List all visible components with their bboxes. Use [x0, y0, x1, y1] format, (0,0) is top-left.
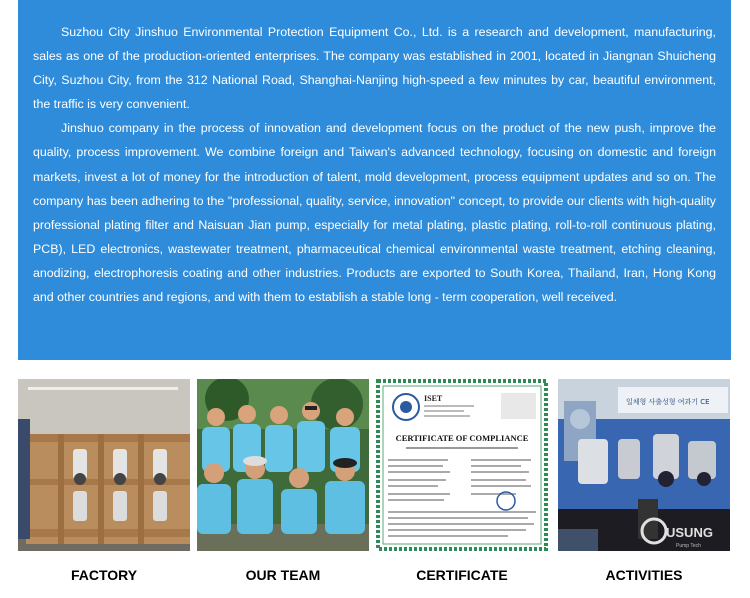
gallery-card-activities[interactable] [558, 379, 730, 583]
activities-brand-text: USUNG [666, 525, 713, 540]
company-intro-panel [18, 0, 731, 360]
activities-banner-text: 일체형 사출성형 여과기 CE [626, 398, 710, 406]
team-caption[interactable]: OUR TEAM [245, 567, 321, 583]
intro-paragraph-1: Suzhou City Jinshuo Environmental Protection Equipment Co., Ltd. is a research and development, manufacturing, sales as one of the production-oriented enterprises. The company was established in 2001, located in Jiangnan Shuicheng City, Suzhou City, from the 312 National Road, Shanghai-Nanjing high-speed a few minutes by car, beautiful environment, the traffic is very convenient. [33, 25, 716, 112]
certificate-caption[interactable]: CERTIFICATE [416, 567, 508, 583]
activities-brand-sub-text: Pump Tech [676, 543, 701, 549]
team-photo[interactable] [197, 379, 369, 551]
factory-caption[interactable]: FACTORY [70, 567, 138, 583]
cert-org-text: ISET [424, 394, 443, 403]
photo-gallery [0, 379, 750, 598]
activities-caption[interactable]: ACTIVITIES [605, 567, 683, 583]
gallery-card-certificate[interactable] [376, 379, 548, 583]
gallery-card-factory[interactable] [18, 379, 190, 583]
gallery-card-team[interactable] [197, 379, 369, 583]
factory-photo[interactable] [18, 379, 190, 551]
intro-paragraph-2: Jinshuo company in the process of innovation and development focus on the product of the new push, improve the quality, process improvement. We combine foreign and Taiwan's advanced technology, focusing on domestic and foreign markets, invest a lot of money for the introduction of talent, mold development, process equipment updates and so on. The company has been adhering to the "professional, quality, service, innovation" concept, to provide our clients with high-quality professional plating filter and Naisuan Jian pump, especially for metal plating, plastic plating, roll-to-roll continuous plating, PCB), LED electronics, wastewater treatment, pharmaceutical chemical environmental waste treatment, etching cleaning, anodizing, electrophoresis coating and other industries. Products are exported to South Korea, Thailand, Iran, Hong Kong and other countries and regions, and with them to establish a stable long - term cooperation, well received. [33, 121, 716, 305]
activities-photo[interactable] [558, 379, 730, 551]
company-intro-text [33, 20, 716, 309]
cert-title-text: CERTIFICATE OF COMPLIANCE [395, 433, 529, 443]
certificate-photo[interactable] [376, 379, 548, 551]
